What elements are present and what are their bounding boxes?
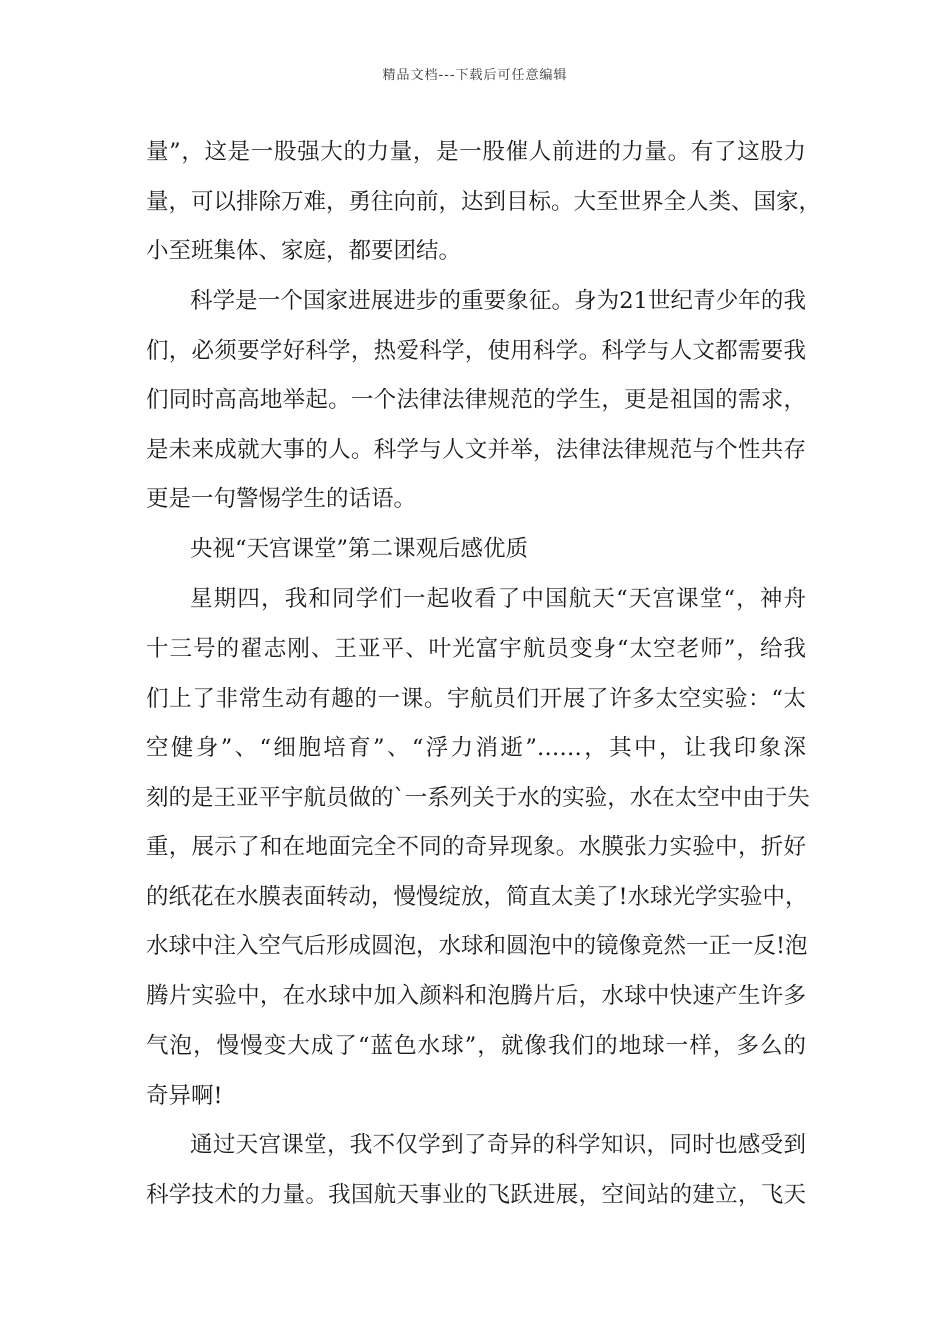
section-title: 央视“天宫课堂”第二课观后感优质 (190, 536, 529, 562)
body-line: 科学技术的力量。我国航天事业的飞跃进展，空间站的建立，飞天 (146, 1182, 806, 1208)
body-line: 重，展示了和在地面完全不同的奇异现象。水膜张力实验中，折好 (146, 834, 806, 860)
body-line: 们同时高高地举起。一个法律法律规范的学生，更是祖国的需求， (146, 387, 806, 413)
body-line: 刻的是王亚平宇航员做的`一系列关于水的实验，水在太空中由于失 (146, 785, 810, 811)
body-line: 水球中注入空气后形成圆泡，水球和圆泡中的镜像竟然一正一反!泡 (146, 933, 808, 959)
body-line: 奇异啊! (146, 1083, 223, 1109)
body-line: 是未来成就大事的人。科学与人文并举，法律法律规范与个性共存 (146, 437, 806, 463)
page-header: 精品文档---下载后可任意编辑 (382, 68, 568, 83)
body-line: 腾片实验中，在水球中加入颜料和泡腾片后，水球中快速产生许多 (146, 983, 806, 1009)
body-line: 气泡，慢慢变大成了“蓝色水球”，就像我们的地球一样，多么的 (146, 1033, 806, 1059)
body-line: 们，必须要学好科学，热爱科学，使用科学。科学与人文都需要我 (146, 338, 806, 364)
body-line: 十三号的翟志刚、王亚平、叶光富宇航员变身“太空老师”，给我 (146, 636, 806, 662)
body-line: 们上了非常生动有趣的一课。宇航员们开展了许多太空实验：“太 (146, 686, 806, 712)
body-line: 小至班集体、家庭，都要团结。 (146, 238, 462, 264)
body-line: 更是一句警惕学生的话语。 (146, 486, 417, 512)
body-line: 星期四，我和同学们一起收看了中国航天“天宫课堂“，神舟 (190, 586, 806, 612)
body-line: 量，可以排除万难，勇往向前，达到目标。大至世界全人类、国家， (146, 189, 822, 215)
body-line: 通过天宫课堂，我不仅学到了奇异的科学知识，同时也感受到 (190, 1132, 806, 1158)
body-line: 的纸花在水膜表面转动，慢慢绽放，简直太美了!水球光学实验中， (146, 884, 808, 910)
body-line: 空健身”、“细胞培育”、“浮力消逝”……，其中，让我印象深 (146, 735, 806, 761)
body-line: 量”，这是一股强大的力量，是一股催人前进的力量。有了这股力 (146, 139, 806, 165)
body-line: 科学是一个国家进展进步的重要象征。身为21世纪青少年的我 (190, 288, 806, 314)
